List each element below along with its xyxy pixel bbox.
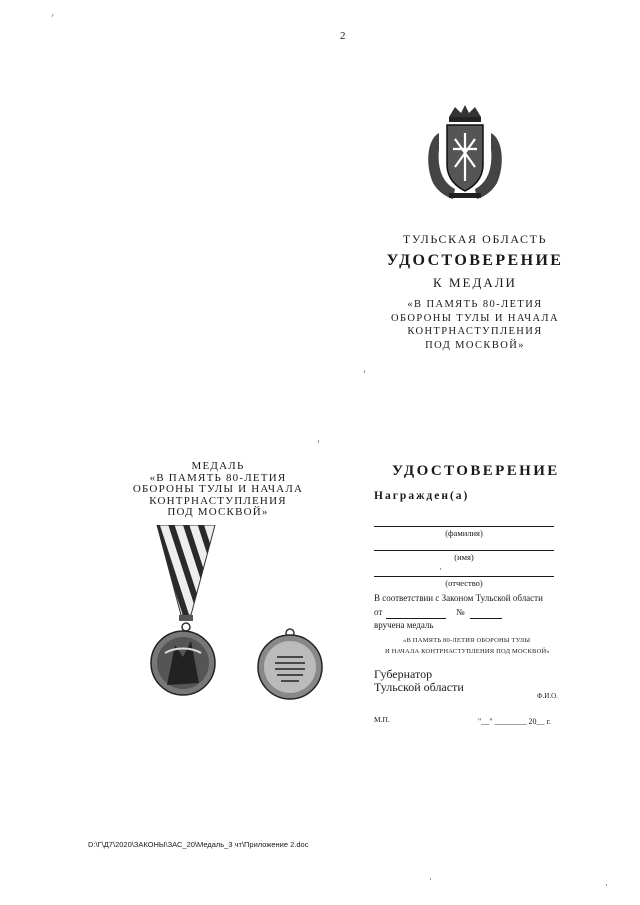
coat-of-arms-icon	[425, 103, 505, 201]
medal-caption	[128, 461, 308, 519]
name-line	[374, 550, 554, 551]
medal-caption-line: «В ПАМЯТЬ 80-ЛЕТИЯ	[149, 471, 287, 484]
fio-label: Ф.И.О.	[537, 692, 558, 700]
presented-label: вручена медаль	[374, 620, 434, 630]
medal-caption-line: КОНТРНАСТУПЛЕНИЯ	[149, 494, 287, 507]
law-text: В соответствии с Законом Тульской области	[374, 593, 543, 603]
number-label: №	[456, 607, 465, 617]
page-number: 2	[340, 30, 346, 42]
date-field: "__" ________ 20__ г.	[478, 717, 551, 726]
scan-speck	[51, 14, 53, 17]
governor-line: Губернатор	[374, 667, 433, 681]
cover-medal-name	[360, 298, 590, 352]
patronymic-caption: (отчество)	[445, 578, 483, 588]
cover-medal-line: ПОД МОСКВОЙ»	[425, 339, 525, 351]
surname-line	[374, 526, 554, 527]
awarded-label: Награжден(а)	[374, 490, 470, 502]
cover-medal-line: «В ПАМЯТЬ 80-ЛЕТИЯ	[407, 299, 543, 310]
from-label: от	[374, 607, 383, 617]
scan-speck	[440, 568, 441, 570]
medal-caption-line: ПОД МОСКВОЙ»	[167, 506, 269, 518]
cover-title: УДОСТОВЕРЕНИЕ	[386, 252, 564, 269]
medal-caption-line: ОБОРОНЫ ТУЛЫ И НАЧАЛА	[132, 483, 304, 495]
medal-reverse-icon	[255, 625, 325, 701]
from-line	[386, 618, 446, 619]
governor-line: Тульской области	[374, 680, 464, 694]
scan-speck	[430, 878, 431, 880]
certificate-title: УДОСТОВЕРЕНИЕ	[392, 463, 560, 479]
cover-subtitle: К МЕДАЛИ	[433, 275, 517, 290]
number-line	[470, 618, 502, 619]
scan-speck	[606, 884, 607, 886]
surname-caption: (фамилия)	[445, 528, 483, 538]
name-caption: (имя)	[454, 552, 474, 562]
cover-medal-line: КОНТРНАСТУПЛЕНИЯ	[407, 326, 543, 337]
scan-speck	[318, 440, 319, 443]
stamp-label: М.П.	[374, 715, 390, 724]
medal-caption-line: МЕДАЛЬ	[191, 460, 245, 472]
scan-speck	[364, 370, 365, 373]
cover-medal-line: ОБОРОНЫ ТУЛЫ И НАЧАЛА	[391, 312, 559, 324]
medal-obverse-icon	[135, 525, 235, 705]
medal-text-line: «В ПАМЯТЬ 80-ЛЕТИЯ ОБОРОНЫ ТУЛЫ	[403, 637, 531, 644]
medal-text-line: И НАЧАЛА КОНТРНАСТУПЛЕНИЯ ПОД МОСКВОЙ»	[385, 648, 550, 655]
governor-signature	[374, 668, 464, 694]
cover-region: ТУЛЬСКАЯ ОБЛАСТЬ	[402, 232, 548, 246]
patronymic-line	[374, 576, 554, 577]
file-path: D:\Г\Д7\2020\ЗАКОНЫ\ЗАС_20\Медаль_3 чт\Приложение 2.doc	[88, 840, 309, 849]
